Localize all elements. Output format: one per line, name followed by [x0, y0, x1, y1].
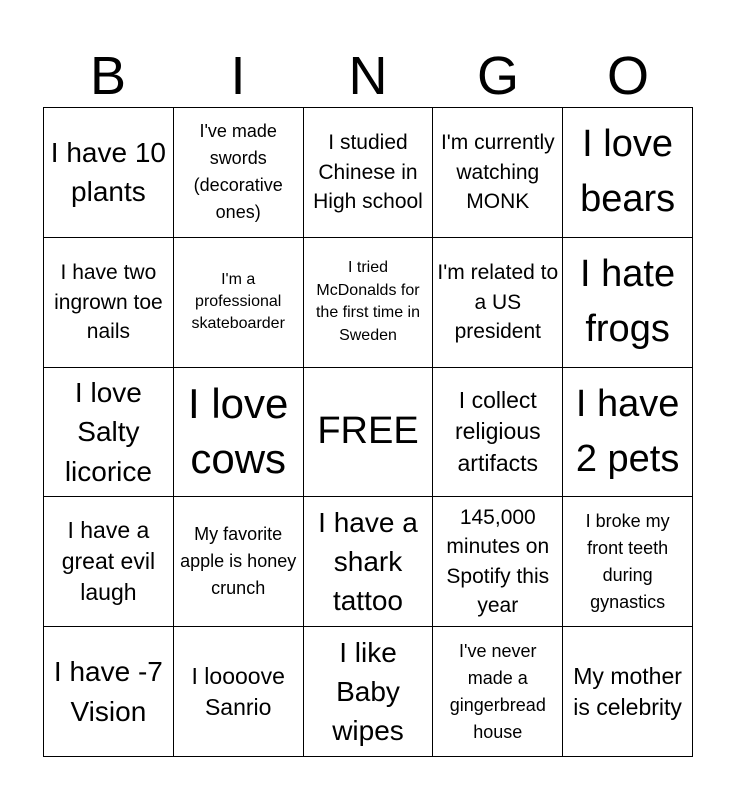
bingo-cell[interactable]: [563, 108, 693, 238]
cell-text: I tried McDonalds for the first time in Sweden: [315, 259, 420, 344]
bingo-cell[interactable]: [174, 108, 304, 238]
bingo-cell[interactable]: [174, 627, 304, 757]
cell-text: I have a shark tattoo: [318, 507, 418, 617]
cell-text: I'm a professional skateboarder: [191, 270, 285, 333]
bingo-cell[interactable]: [433, 368, 563, 498]
bingo-cell[interactable]: [304, 238, 434, 368]
cell-text: I've never made a gingerbread house: [449, 640, 546, 742]
header-letter-o: O: [606, 46, 649, 106]
cell-text: I hate frogs: [580, 253, 676, 351]
cell-text: 145,000 minutes on Spotify this year: [446, 506, 550, 618]
free-space-text: FREE: [317, 410, 419, 453]
header-letter-i: I: [230, 46, 246, 106]
bingo-cell[interactable]: [44, 497, 174, 627]
cell-text: I love bears: [580, 123, 676, 221]
cell-text: I have 10 plants: [50, 137, 166, 208]
cell-text: I've made swords (decorative ones): [193, 121, 283, 223]
cell-text: I studied Chinese in High school: [313, 131, 423, 214]
bingo-cell[interactable]: [44, 238, 174, 368]
cell-text: My mother is celebrity: [573, 662, 682, 720]
bingo-cell[interactable]: [563, 627, 693, 757]
cell-text: My favorite apple is honey crunch: [180, 524, 297, 599]
cell-text: I collect religious artifacts: [454, 387, 541, 476]
bingo-cell[interactable]: [304, 108, 434, 238]
header-letter-b: B: [89, 46, 127, 106]
cell-text: I'm related to a US president: [437, 261, 559, 343]
cell-text: I have -7 Vision: [53, 656, 163, 727]
cell-text: I have two ingrown toe nails: [54, 261, 163, 343]
header-letter-g: G: [476, 46, 519, 106]
cell-text: I have a great evil laugh: [61, 517, 156, 606]
bingo-cell[interactable]: [174, 368, 304, 498]
bingo-cell[interactable]: [433, 108, 563, 238]
bingo-cell[interactable]: [563, 238, 693, 368]
header-letter-n: N: [348, 46, 388, 106]
bingo-cell[interactable]: [304, 497, 434, 627]
bingo-cell[interactable]: [563, 368, 693, 498]
bingo-cell[interactable]: [44, 108, 174, 238]
bingo-cell[interactable]: [174, 238, 304, 368]
bingo-cell[interactable]: [433, 497, 563, 627]
bingo-cell[interactable]: [433, 238, 563, 368]
bingo-cell[interactable]: [563, 497, 693, 627]
bingo-header: [43, 44, 693, 108]
cell-text: I broke my front teeth during gynastics: [585, 510, 670, 612]
cell-text: I'm currently watching MONK: [440, 131, 555, 214]
cell-text: I love Salty licorice: [64, 377, 152, 487]
bingo-board: [43, 107, 693, 757]
free-space[interactable]: [304, 368, 434, 498]
cell-text: I like Baby wipes: [332, 636, 404, 747]
bingo-cell[interactable]: [44, 627, 174, 757]
cell-text: I loooove Sanrio: [191, 662, 285, 720]
cell-text: I have 2 pets: [575, 382, 680, 480]
bingo-cell[interactable]: [433, 627, 563, 757]
bingo-cell[interactable]: [44, 368, 174, 498]
bingo-cell[interactable]: [304, 627, 434, 757]
cell-text: I love cows: [188, 380, 289, 482]
bingo-cell[interactable]: [174, 497, 304, 627]
